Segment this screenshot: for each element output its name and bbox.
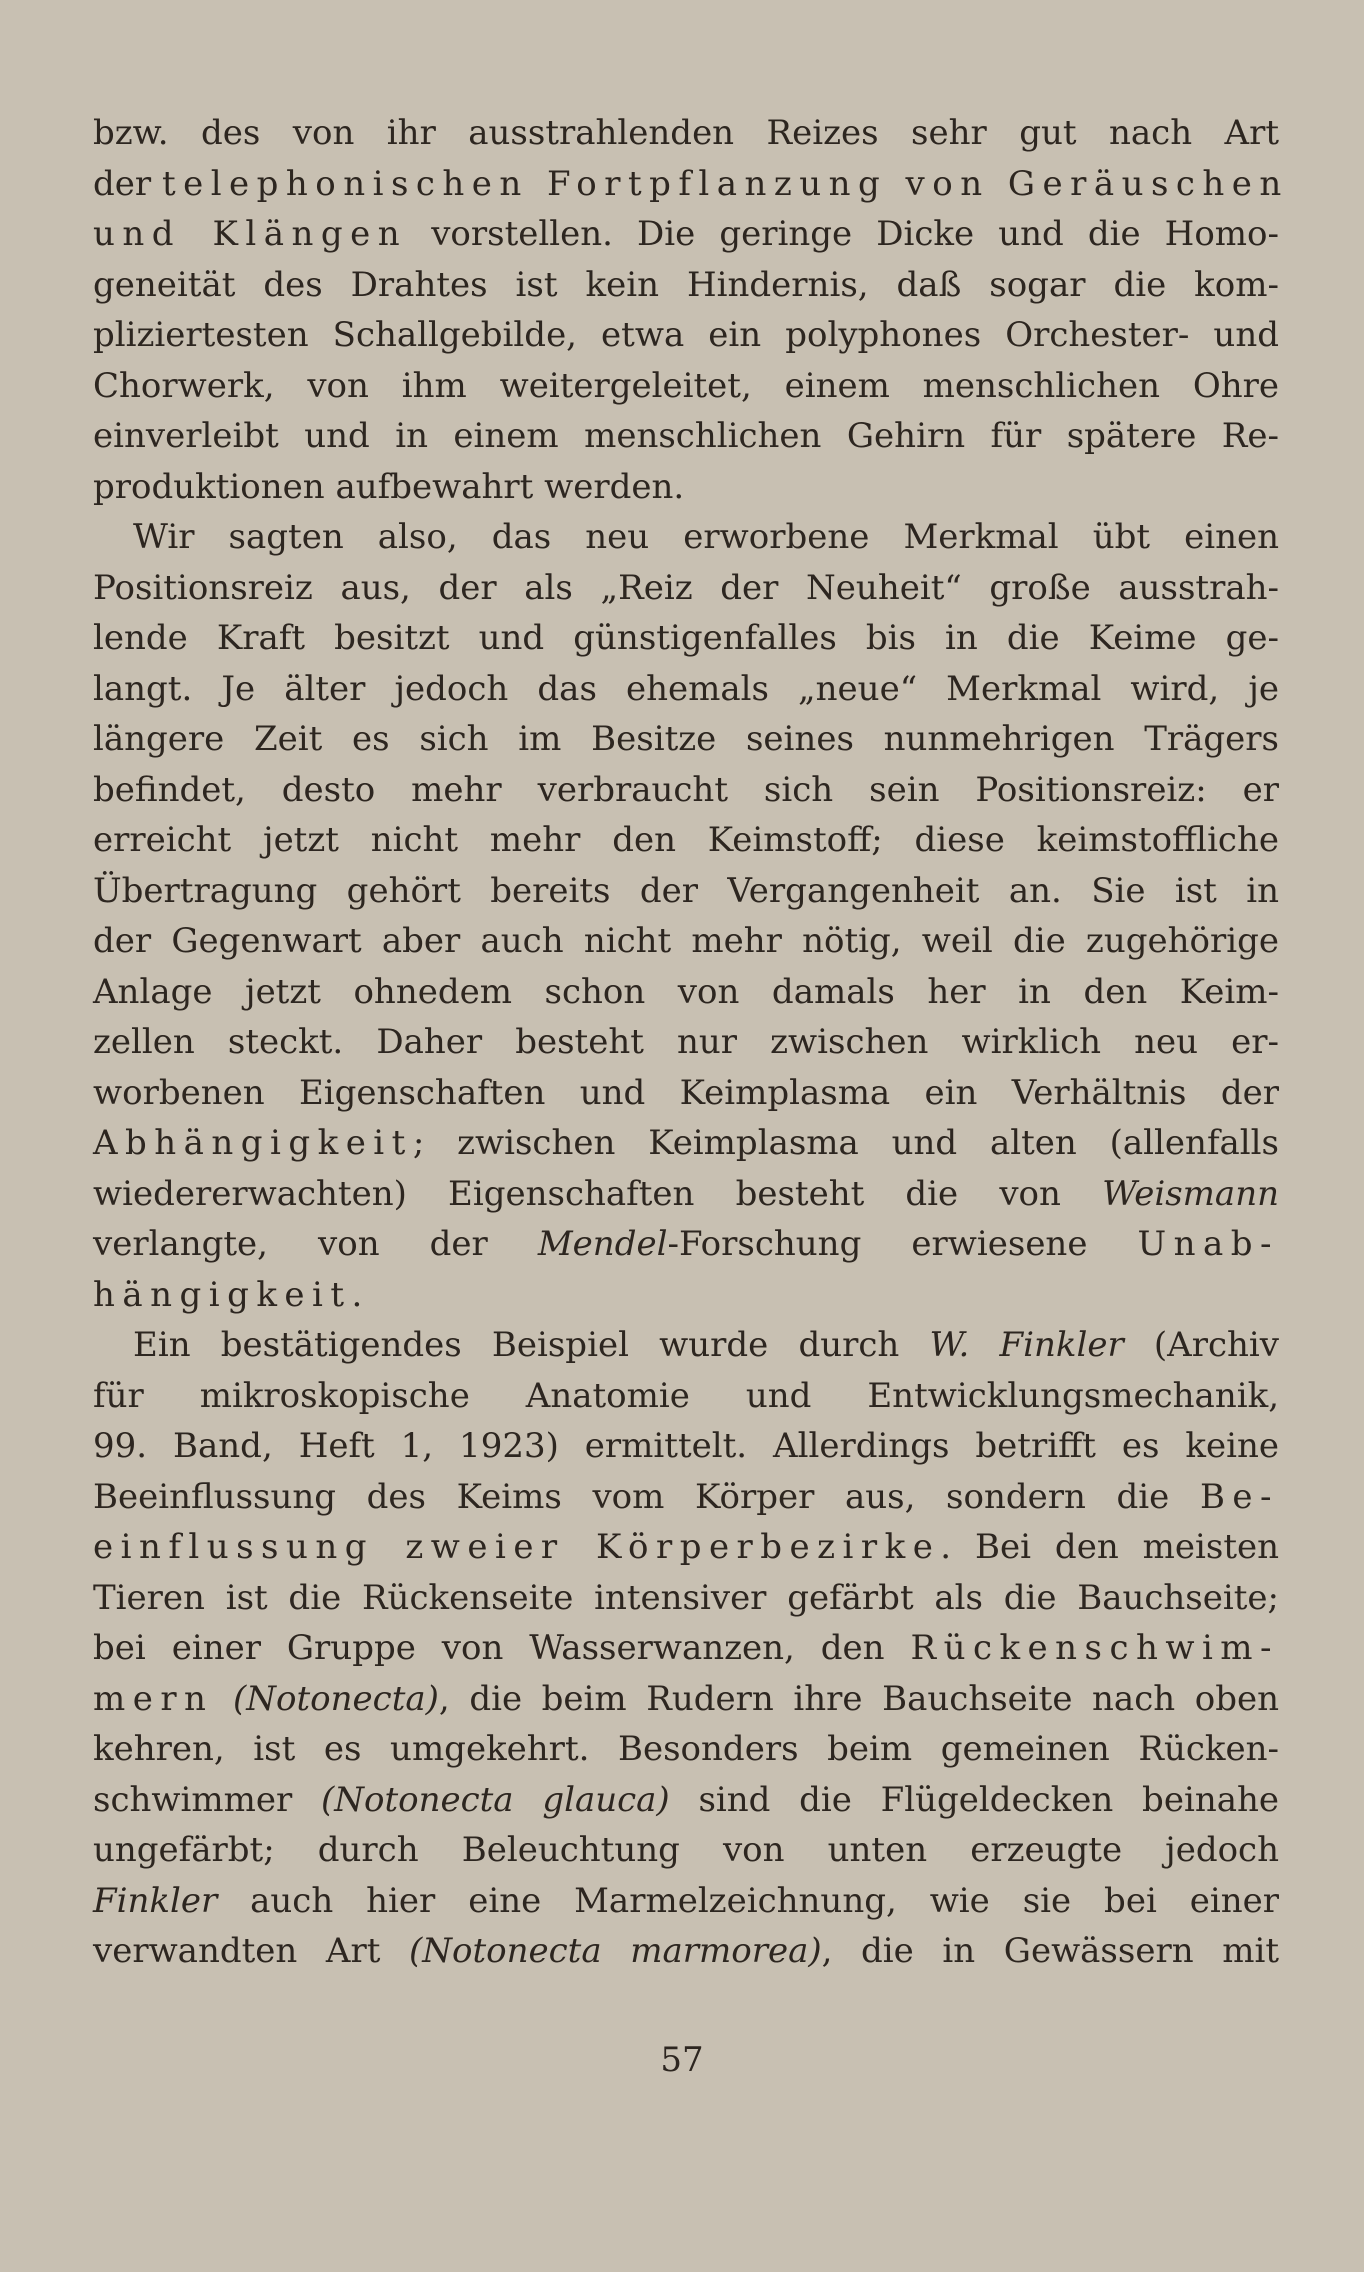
text-line [93, 866, 1279, 917]
text-run: einverleibt und in einem menschlichen Gehirn für spätere Re- [93, 416, 1279, 456]
italic-text: Weismann [1102, 1173, 1279, 1214]
text-run: ungefärbt; durch Beleuchtung von unten erzeugte jedoch [93, 1830, 1279, 1870]
italic-text: W. Finkler [929, 1325, 1124, 1365]
text-line [93, 159, 1289, 210]
text-run: , die beim Rudern ihre Bauchseite nach oben [438, 1678, 1279, 1719]
text-line [93, 512, 1279, 563]
text-run: worbenen Eigenschaften und Keimplasma ein Verhältnis der [93, 1072, 1279, 1113]
text-line [93, 1926, 1279, 1977]
text-line [93, 815, 1279, 866]
text-run: , die in Gewässern mit [821, 1931, 1279, 1971]
text-line [93, 361, 1279, 412]
text-run: der Gegenwart aber auch nicht mehr nötig, weil die zugehörige [93, 921, 1279, 961]
spaced-text: mern [93, 1678, 214, 1719]
text-line [93, 714, 1279, 765]
text-line [93, 1522, 1279, 1573]
page-number: 57 [660, 2040, 704, 2080]
text-run: langt. Je älter jedoch das ehemals „neue“ Merkmal wird, je [93, 668, 1279, 709]
text-line [93, 1825, 1279, 1876]
text-line [93, 1169, 1279, 1220]
text-run: bzw. des von ihr ausstrahlenden Reizes sehr gut nach Art [93, 113, 1279, 153]
spaced-text: hängigkeit [93, 1274, 352, 1315]
text-line [93, 1219, 1279, 1270]
text-run: der [93, 163, 162, 204]
italic-text: (Notonecta marmorea) [409, 1931, 822, 1971]
text-run: Anlage jetzt ohnedem schon von damals her in den Keim- [93, 971, 1279, 1012]
text-line [93, 916, 1279, 967]
text-line [93, 1270, 1279, 1321]
text-run [213, 1679, 233, 1719]
text-line [93, 260, 1279, 311]
text-run: ; zwischen Keimplasma und alten (allenfalls [412, 1123, 1279, 1163]
text-line [93, 209, 1279, 260]
text-run: für mikroskopische Anatomie und Entwicklungsmechanik, [93, 1375, 1279, 1416]
text-run: (Archiv [1123, 1325, 1279, 1365]
text-run: verwandten Art [93, 1931, 409, 1971]
text-line [93, 108, 1279, 159]
text-run: . [351, 1274, 363, 1315]
text-line [93, 967, 1279, 1018]
text-run: pliziertesten Schallgebilde, etwa ein polyphones Orchester- und [93, 315, 1279, 355]
text-line [93, 1068, 1279, 1119]
text-run: zellen steckt. Daher besteht nur zwischen wirklich neu er- [93, 1022, 1279, 1062]
text-line [93, 613, 1279, 664]
spaced-text: telephonischen Fortpflanzung von Geräuschen [161, 163, 1289, 204]
text-line [93, 664, 1279, 715]
text-run: auch hier eine Marmelzeichnung, wie sie bei einer [217, 1880, 1279, 1921]
text-line [93, 1472, 1279, 1523]
text-run: schwimmer [93, 1779, 321, 1820]
text-run: produktionen aufbewahrt werden. [93, 466, 685, 507]
text-run: Wir sagten also, das neu erworbene Merkmal übt einen [133, 517, 1279, 557]
text-line [93, 462, 1279, 513]
text-run: Beeinflussung des Keims vom Körper aus, sondern die [93, 1476, 1200, 1517]
text-line [93, 411, 1279, 462]
text-run: befindet, desto mehr verbraucht sich sein Positionsreiz: er [93, 769, 1279, 810]
text-run: wiedererwachten) Eigenschaften besteht die von [93, 1173, 1103, 1214]
text-line [93, 1674, 1279, 1725]
text-line [93, 1724, 1279, 1775]
text-line [93, 1320, 1279, 1371]
text-run: geneität des Drahtes ist kein Hindernis, daß sogar die kom- [93, 264, 1279, 305]
text-line [93, 1623, 1279, 1674]
text-run: Tieren ist die Rückenseite intensiver gefärbt als die Bauchseite; [93, 1577, 1279, 1618]
spaced-text: und Klängen [93, 214, 408, 254]
text-run: kehren, ist es umgekehrt. Besonders beim gemeinen Rücken- [93, 1729, 1279, 1769]
text-run: Ein bestätigendes Beispiel wurde durch [133, 1325, 930, 1365]
text-line [93, 563, 1279, 614]
text-line [93, 1775, 1279, 1826]
text-run: verlangte, von der [93, 1224, 538, 1264]
text-line [93, 1017, 1279, 1068]
spaced-text: Be- [1199, 1476, 1279, 1517]
spaced-text: Unab- [1137, 1224, 1279, 1264]
italic-text: (Notonecta glauca) [320, 1779, 670, 1820]
text-line [93, 1371, 1279, 1422]
text-run: sind die Flügeldecken beinahe [669, 1779, 1280, 1820]
text-run: erreicht jetzt nicht mehr den Keimstoff; diese keimstoffliche [93, 820, 1279, 860]
spaced-text: einflussung zweier Körperbezirke [93, 1527, 941, 1567]
body-text [93, 108, 1289, 1977]
text-run: bei einer Gruppe von Wasserwanzen, den [93, 1628, 911, 1668]
spaced-text: Abhängigkeit [93, 1123, 413, 1163]
text-line [93, 765, 1279, 816]
text-run: lende Kraft besitzt und günstigenfalles bis in die Keime ge- [93, 618, 1279, 658]
text-line [93, 1876, 1279, 1927]
text-run: . Bei den meisten [940, 1527, 1280, 1567]
text-run: Übertragung gehört bereits der Vergangenheit an. Sie ist in [93, 870, 1279, 911]
text-run: Chorwerk, von ihm weitergeleitet, einem menschlichen Ohre [93, 365, 1279, 406]
text-run: 99. Band, Heft 1, 1923) ermittelt. Allerdings betrifft es keine [93, 1426, 1279, 1466]
text-run: längere Zeit es sich im Besitze seines nunmehrigen Trägers [93, 719, 1279, 759]
italic-text: Mendel [537, 1224, 668, 1264]
italic-text: (Notonecta) [233, 1678, 439, 1719]
text-line [93, 310, 1279, 361]
text-line [93, 1573, 1279, 1624]
italic-text: Finkler [93, 1880, 218, 1921]
text-run: Positionsreiz aus, der als „Reiz der Neuheit“ große ausstrah- [93, 567, 1279, 608]
text-line [93, 1118, 1279, 1169]
text-line [93, 1421, 1279, 1472]
spaced-text: Rückenschwim- [910, 1628, 1279, 1668]
text-run: vorstellen. Die geringe Dicke und die Homo- [407, 214, 1279, 254]
text-run: -Forschung erwiesene [667, 1224, 1138, 1264]
